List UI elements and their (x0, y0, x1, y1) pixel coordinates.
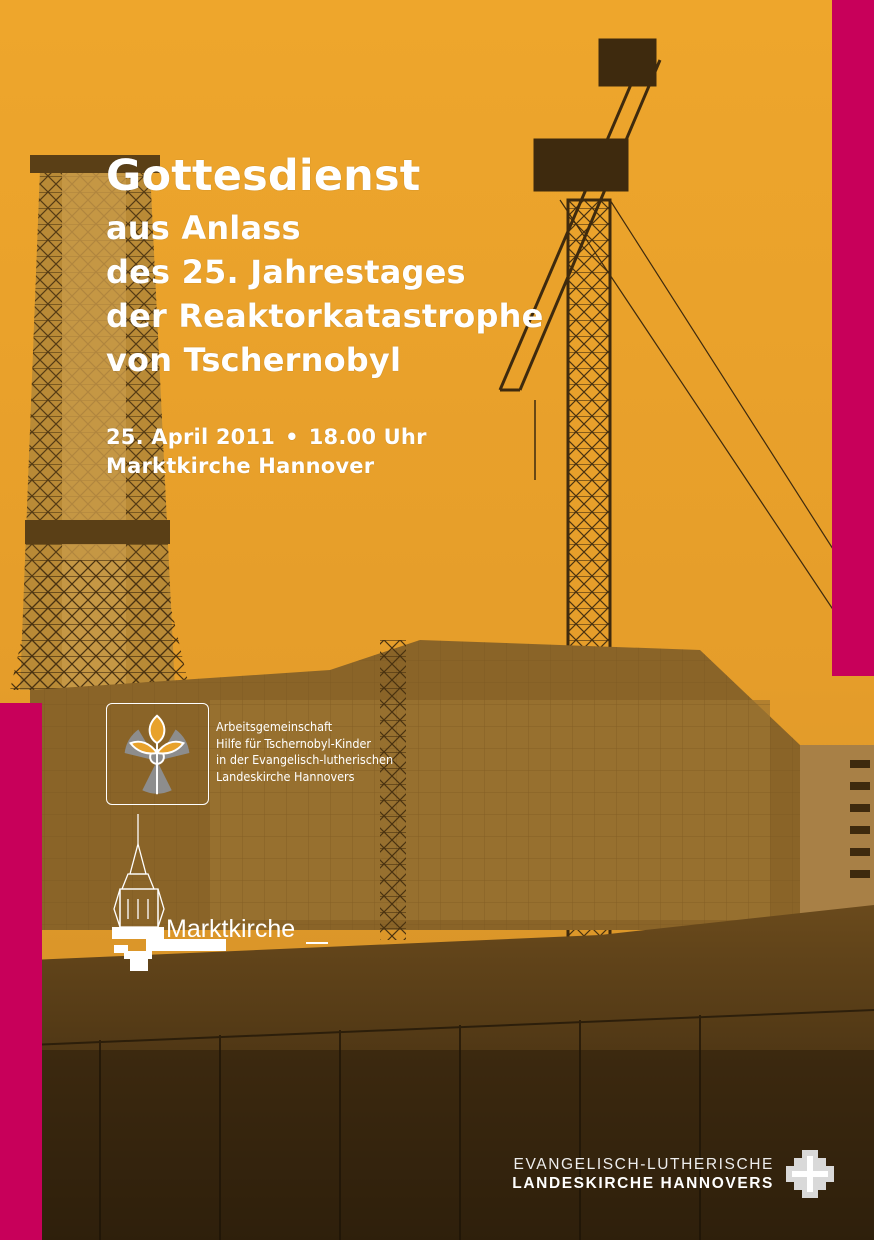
organizer-name (216, 719, 393, 785)
organizer-line: Hilfe für Tschernobyl-Kinder (216, 735, 372, 751)
church-name: Marktkirche (166, 915, 296, 943)
bullet-separator: • (285, 425, 299, 449)
headline-subtitle (106, 206, 543, 382)
organizer-line: Arbeitsgemeinschaft (216, 719, 333, 734)
organizer-line: in der Evangelisch-lutherischen (216, 752, 394, 767)
landeskirche-wordmark (512, 1155, 774, 1193)
atom-leaf-icon (106, 703, 209, 805)
cross-emblem-icon (786, 1150, 834, 1198)
landeskirche-line-1: EVANGELISCH-LUTHERISCHE (513, 1156, 774, 1173)
event-time: 18.00 Uhr (308, 425, 427, 449)
event-place: Marktkirche Hannover (106, 454, 375, 478)
event-date: 25. April 2011 (106, 425, 276, 449)
subtitle-line: der Reaktorkatastrophe (106, 297, 544, 335)
church-tower-icon (110, 814, 340, 974)
landeskirche-line-2: LANDESKIRCHE HANNOVERS (512, 1175, 774, 1192)
subtitle-line: von Tschernobyl (106, 341, 402, 379)
organizer-line: Landeskirche Hannovers (216, 768, 355, 784)
event-date-time (106, 423, 427, 451)
magenta-bar-left (0, 703, 42, 1240)
magenta-bar-right (832, 0, 874, 676)
subtitle-line: des 25. Jahrestages (106, 253, 466, 291)
headline-title: Gottesdienst (106, 151, 421, 201)
subtitle-line: aus Anlass (106, 209, 301, 247)
